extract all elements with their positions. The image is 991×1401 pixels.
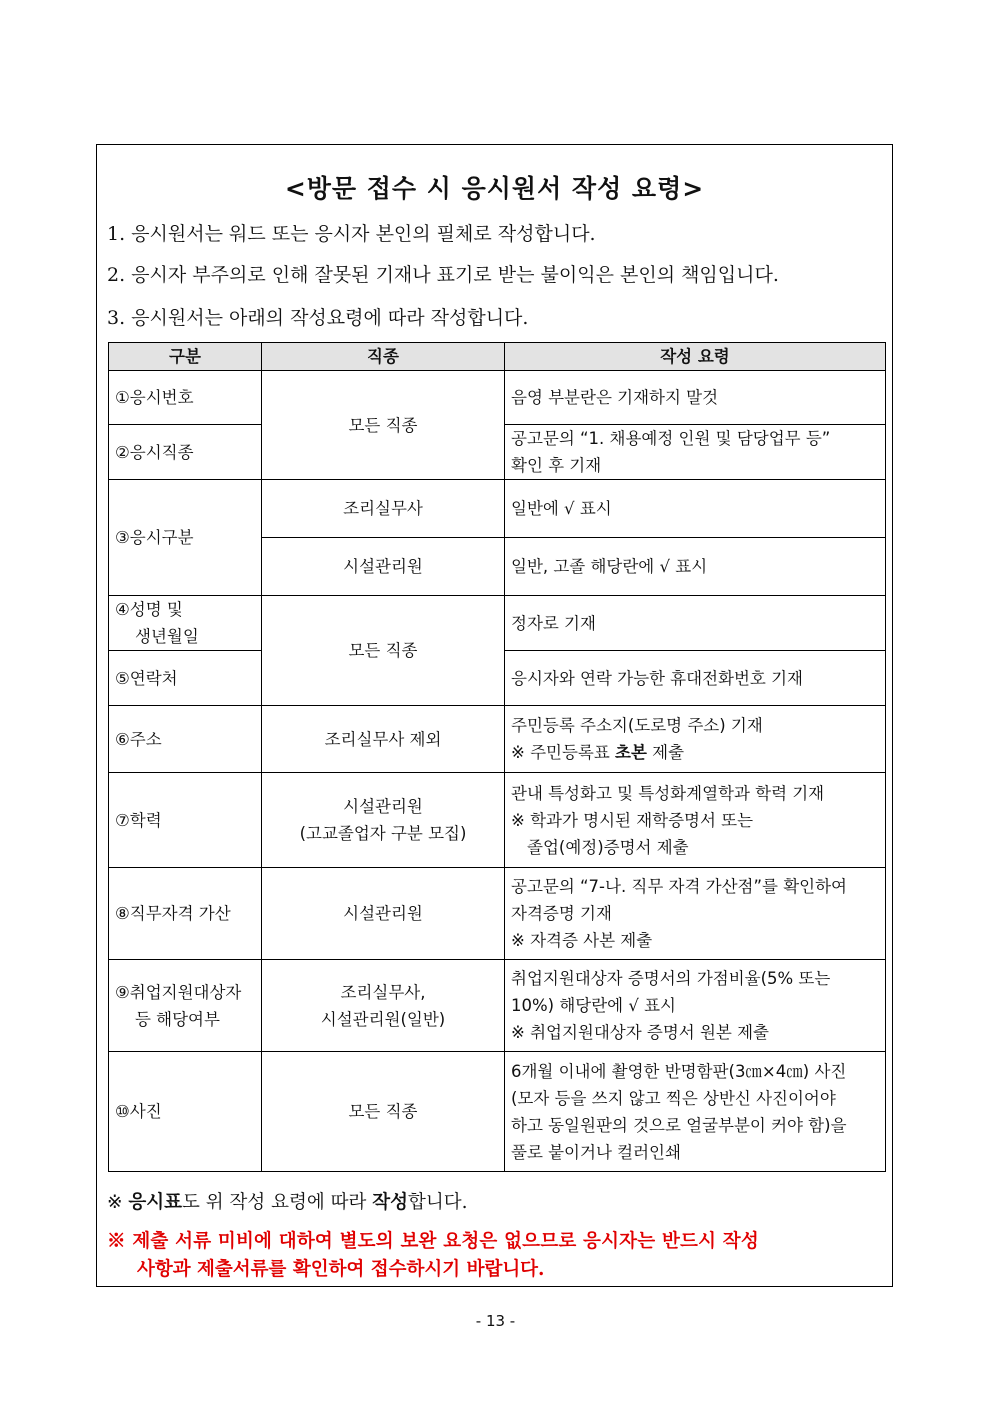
- guide-table: [108, 342, 886, 1172]
- guide-line: ※ 학과가 명시된 재학증명서 또는: [511, 810, 754, 830]
- cell-guide: [505, 868, 886, 960]
- guide-line: ※ 주민등록표 초본 제출: [511, 743, 685, 762]
- guide-line: 6개월 이내에 촬영한 반명함판(3㎝×4㎝) 사진: [511, 1061, 847, 1081]
- cell-category: [109, 596, 262, 651]
- cell-job: [262, 773, 505, 868]
- guide-line: 졸업(예정)증명서 제출: [527, 837, 689, 857]
- guide-line: 확인 후 기재: [511, 456, 602, 475]
- cell-category: ①응시번호: [109, 371, 262, 425]
- guide-line: 취업지원대상자 증명서의 가점비율(5% 또는: [511, 969, 831, 988]
- guide-line: 하고 동일원판의 것으로 얼굴부분이 커야 함)을: [511, 1115, 847, 1135]
- cell-job: 모든 직종: [262, 1052, 505, 1172]
- cell-category: ⑥주소: [109, 706, 262, 773]
- guide-line: 공고문의 “1. 채용예정 인원 및 담당업무 등”: [511, 429, 831, 448]
- cell-category: ⑩사진: [109, 1052, 262, 1172]
- admission-ticket-note: ※ 응시표도 위 작성 요령에 따라 작성합니다.: [107, 1192, 468, 1213]
- warning-line: 사항과 제출서류를 확인하여 접수하시기 바랍니다.: [137, 1259, 545, 1280]
- cell-job: 조리실무사: [262, 480, 505, 538]
- table-row: [109, 596, 886, 651]
- cell-guide: 정자로 기재: [505, 596, 886, 651]
- table-row: [109, 773, 886, 868]
- category-line: 생년월일: [135, 627, 199, 646]
- table-row: [109, 960, 886, 1052]
- cell-job: 조리실무사 제외: [262, 706, 505, 773]
- table-row: [109, 1052, 886, 1172]
- guide-line: 관내 특성화고 및 특성화계열학과 학력 기재: [511, 783, 825, 803]
- cell-guide: [505, 1052, 886, 1172]
- cell-job: 모든 직종: [262, 371, 505, 480]
- cell-category: ②응시직종: [109, 425, 262, 480]
- table-header-row: [109, 343, 886, 371]
- table-row: [109, 480, 886, 538]
- table-row: [109, 706, 886, 773]
- cell-category: ⑧직무자격 가산: [109, 868, 262, 960]
- cell-guide: [505, 706, 886, 773]
- cell-guide: [505, 960, 886, 1052]
- table-row: [109, 371, 886, 425]
- cell-job: 모든 직종: [262, 596, 505, 706]
- page-title: <방문 접수 시 응시원서 작성 요령>: [284, 174, 705, 203]
- category-line: ⑨취업지원대상자: [115, 982, 242, 1002]
- header-category: 구분: [109, 343, 262, 371]
- job-line: (고교졸업자 구분 모집): [299, 824, 467, 843]
- page-number: - 13 -: [475, 1312, 516, 1330]
- cell-guide: 일반, 고졸 해당란에 √ 표시: [505, 538, 886, 596]
- warning-note: [107, 1228, 885, 1284]
- instruction-1: 1. 응시원서는 워드 또는 응시자 본인의 필체로 작성합니다.: [107, 223, 596, 245]
- guide-line: 풀로 붙이거나 컬러인쇄: [511, 1142, 681, 1162]
- category-line: 등 해당여부: [135, 1009, 220, 1029]
- cell-category: [109, 960, 262, 1052]
- cell-guide: [505, 425, 886, 480]
- cell-category: ③응시구분: [109, 480, 262, 596]
- guide-line: 공고문의 “7-나. 직무 자격 가산점”를 확인하여: [511, 877, 847, 896]
- job-line: 조리실무사,: [340, 982, 426, 1002]
- job-line: 시설관리원: [343, 797, 423, 816]
- header-guide: 작성 요령: [505, 343, 886, 371]
- cell-guide: 음영 부분란은 기재하지 말것: [505, 371, 886, 425]
- warning-line: ※ 제출 서류 미비에 대하여 별도의 보완 요청은 없으므로 응시자는 반드시 작성: [107, 1231, 759, 1252]
- cell-guide: 응시자와 연락 가능한 휴대전화번호 기재: [505, 651, 886, 706]
- header-job: 직종: [262, 343, 505, 371]
- guide-line: ※ 취업지원대상자 증명서 원본 제출: [511, 1023, 769, 1042]
- table-row: [109, 868, 886, 960]
- guide-line: 10%) 해당란에 √ 표시: [511, 996, 676, 1015]
- cell-guide: 일반에 √ 표시: [505, 480, 886, 538]
- cell-category: ⑤연락처: [109, 651, 262, 706]
- guide-line: (모자 등을 쓰지 않고 찍은 상반신 사진이어야: [511, 1088, 836, 1108]
- guide-line: 주민등록 주소지(도로명 주소) 기재: [511, 716, 763, 735]
- cell-job: 시설관리원: [262, 868, 505, 960]
- category-line: ④성명 및: [115, 600, 183, 619]
- cell-job: [262, 960, 505, 1052]
- guide-box: [96, 144, 893, 1287]
- instruction-2: 2. 응시자 부주의로 인해 잘못된 기재나 표기로 받는 불이익은 본인의 책임입니다.: [107, 264, 779, 286]
- instruction-3: 3. 응시원서는 아래의 작성요령에 따라 작성합니다.: [107, 307, 529, 329]
- job-line: 시설관리원(일반): [320, 1009, 446, 1029]
- cell-job: 시설관리원: [262, 538, 505, 596]
- cell-guide: [505, 773, 886, 868]
- guide-line: 자격증명 기재: [511, 904, 612, 923]
- guide-line: ※ 자격증 사본 제출: [511, 931, 653, 950]
- cell-category: ⑦학력: [109, 773, 262, 868]
